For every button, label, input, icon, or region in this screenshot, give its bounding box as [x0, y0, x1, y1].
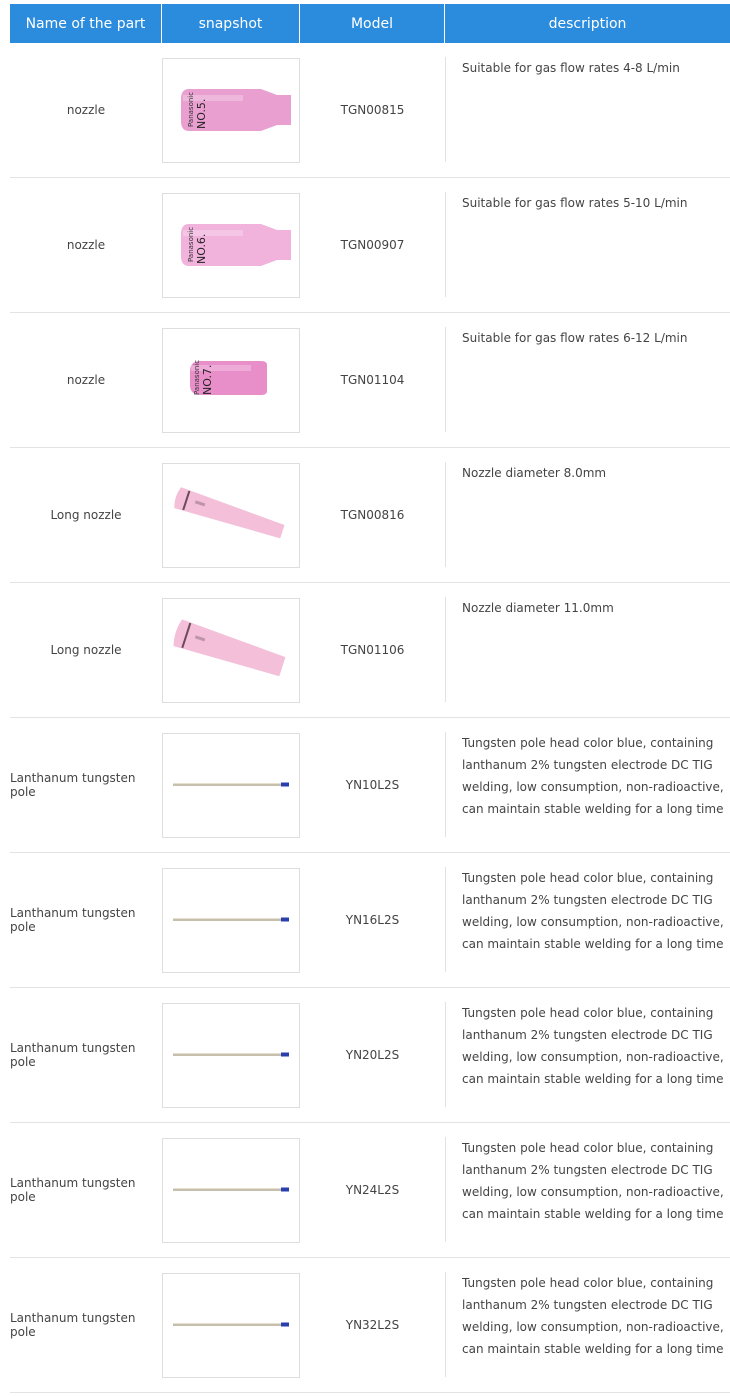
table-row	[10, 43, 730, 178]
description-cell	[445, 988, 730, 1122]
part-model: TGN01106	[340, 643, 405, 657]
description-cell	[445, 43, 730, 177]
table-row	[10, 1123, 730, 1258]
part-description: Suitable for gas flow rates 5-10 L/min	[462, 196, 688, 210]
part-name: Long nozzle	[50, 508, 122, 522]
part-description: Suitable for gas flow rates 6-12 L/min	[462, 331, 688, 345]
part-model: YN32L2S	[345, 1318, 400, 1332]
description-cell	[445, 1123, 730, 1257]
part-model: TGN01104	[340, 373, 405, 387]
part-name: nozzle	[66, 103, 106, 117]
table-body	[10, 43, 730, 1393]
nozzle-number-text: NO.7.	[201, 364, 214, 395]
nozzle-number-text: NO.6.	[195, 233, 208, 264]
part-name: nozzle	[66, 238, 106, 252]
part-image	[162, 463, 300, 568]
table-row	[10, 853, 730, 988]
part-name: Lanthanum tungsten pole	[10, 1176, 136, 1204]
snapshot-cell	[162, 313, 300, 447]
part-name: nozzle	[66, 373, 106, 387]
part-name: Lanthanum tungsten pole	[10, 1041, 136, 1069]
description-cell	[445, 853, 730, 987]
part-description: Nozzle diameter 11.0mm	[462, 601, 614, 615]
nozzle-brand-text: Panasonic	[187, 226, 195, 262]
snapshot-cell	[162, 988, 300, 1122]
table-row	[10, 178, 730, 313]
part-model: YN20L2S	[345, 1048, 400, 1062]
parts-table	[10, 4, 730, 1393]
part-description: Tungsten pole head color blue, containing lanthanum 2% tungsten electrode DC TIG welding, low consumption, non-radioactive, can maintain stable welding for a long time	[462, 871, 724, 951]
description-cell	[445, 1258, 730, 1392]
nozzle-brand-text: Panasonic	[187, 91, 195, 127]
part-description: Tungsten pole head color blue, containing lanthanum 2% tungsten electrode DC TIG welding, low consumption, non-radioactive, can maintain stable welding for a long time	[462, 1141, 724, 1221]
part-image	[162, 193, 300, 298]
part-model: TGN00815	[340, 103, 405, 117]
table-row	[10, 988, 730, 1123]
part-image	[162, 868, 300, 973]
part-description: Nozzle diameter 8.0mm	[462, 466, 607, 480]
part-description: Tungsten pole head color blue, containing lanthanum 2% tungsten electrode DC TIG welding, low consumption, non-radioactive, can maintain stable welding for a long time	[462, 1276, 724, 1356]
table-row	[10, 583, 730, 718]
description-cell	[445, 718, 730, 852]
nozzle-number-text: NO.5.	[195, 98, 208, 129]
snapshot-cell	[162, 718, 300, 852]
part-model: TGN00907	[340, 238, 405, 252]
part-model: YN16L2S	[345, 913, 400, 927]
nozzle-brand-text: Panasonic	[193, 359, 201, 395]
header-name: Name of the part	[10, 4, 162, 43]
snapshot-cell	[162, 1258, 300, 1392]
header-snapshot: snapshot	[162, 4, 300, 43]
part-name: Lanthanum tungsten pole	[10, 906, 136, 934]
part-image	[162, 598, 300, 703]
table-row	[10, 718, 730, 853]
table-row	[10, 448, 730, 583]
snapshot-cell	[162, 853, 300, 987]
description-cell	[445, 313, 730, 447]
description-cell	[445, 178, 730, 312]
part-model: YN24L2S	[345, 1183, 400, 1197]
part-image	[162, 1273, 300, 1378]
part-name: Lanthanum tungsten pole	[10, 1311, 136, 1339]
snapshot-cell	[162, 178, 300, 312]
part-image	[162, 733, 300, 838]
part-image	[162, 1138, 300, 1243]
part-image	[162, 328, 300, 433]
part-model: TGN00816	[340, 508, 405, 522]
snapshot-cell	[162, 448, 300, 582]
part-name: Long nozzle	[50, 643, 122, 657]
part-description: Tungsten pole head color blue, containing lanthanum 2% tungsten electrode DC TIG welding, low consumption, non-radioactive, can maintain stable welding for a long time	[462, 1006, 724, 1086]
snapshot-cell	[162, 43, 300, 177]
part-image	[162, 1003, 300, 1108]
snapshot-cell	[162, 1123, 300, 1257]
table-row	[10, 1258, 730, 1393]
part-name: Lanthanum tungsten pole	[10, 771, 136, 799]
part-model: YN10L2S	[345, 778, 400, 792]
part-description: Tungsten pole head color blue, containing lanthanum 2% tungsten electrode DC TIG welding, low consumption, non-radioactive, can maintain stable welding for a long time	[462, 736, 724, 816]
description-cell	[445, 448, 730, 582]
part-description: Suitable for gas flow rates 4-8 L/min	[462, 61, 680, 75]
snapshot-cell	[162, 583, 300, 717]
header-description: description	[548, 15, 627, 32]
table-header	[10, 4, 730, 43]
description-cell	[445, 583, 730, 717]
header-model: Model	[300, 4, 445, 43]
part-image	[162, 58, 300, 163]
table-row	[10, 313, 730, 448]
